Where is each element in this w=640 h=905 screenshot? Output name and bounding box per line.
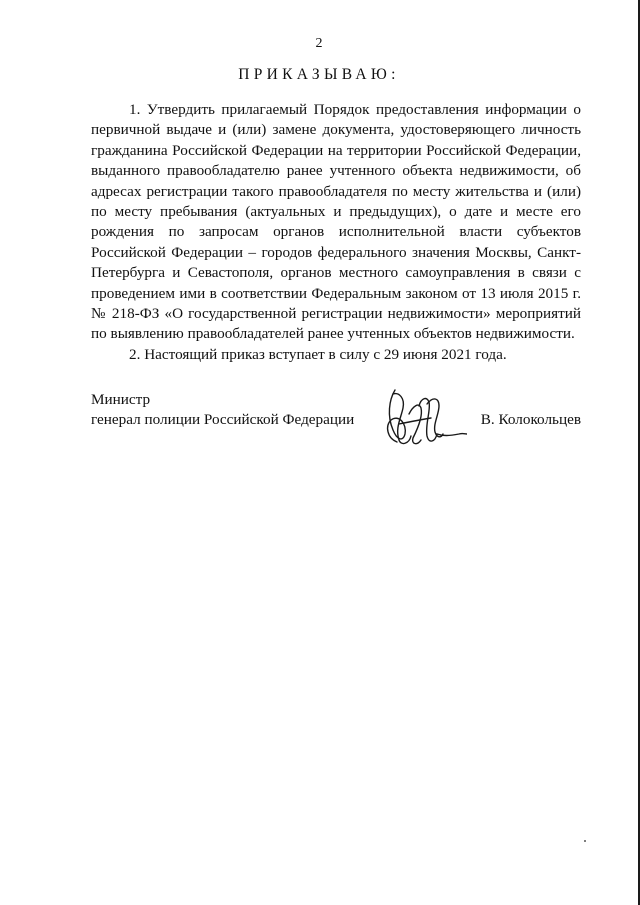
handwritten-signature xyxy=(379,384,467,454)
page-number: 2 xyxy=(315,36,323,51)
signer-position xyxy=(91,390,354,431)
order-paragraph-1: 1. Утвердить прилагаемый Порядок предоставления информации о первичной выдаче и (или) замене документа, удостоверяющего личность гражданина Российской Федерации на территории Российской Федерации, выданного правообладателю ранее учтенного объекта недвижимости, об адресах регистрации такого правообладателя по месту жительства и (или) по месту пребывания (актуальных и предыдущих), о дате и месте его рождения по запросам органов исполнительной власти субъектов Российской Федерации – городов федерального значения Москвы, Санкт-Петербурга и Севастополя, органов местного самоуправления в связи с проведением ими в соответствии Федеральным законом от 13 июля 2015 г. № 218-ФЗ «О государственной регистрации недвижимости» мероприятий по выявлению правообладателей ранее учтенных объектов недвижимости. xyxy=(91,101,581,343)
order-paragraph-2: 2. Настоящий приказ вступает в силу с 29 июня 2021 года. xyxy=(129,345,507,363)
scan-dot xyxy=(584,840,586,842)
signature-block xyxy=(91,390,581,460)
order-body xyxy=(91,100,581,365)
signer-position-line-1: Министр xyxy=(91,391,151,408)
order-heading: ПРИКАЗЫВАЮ: xyxy=(238,66,400,83)
signer-position-line-2: генерал полиции Российской Федерации xyxy=(91,411,355,429)
signer-name: В. Колокольцев xyxy=(480,411,581,429)
